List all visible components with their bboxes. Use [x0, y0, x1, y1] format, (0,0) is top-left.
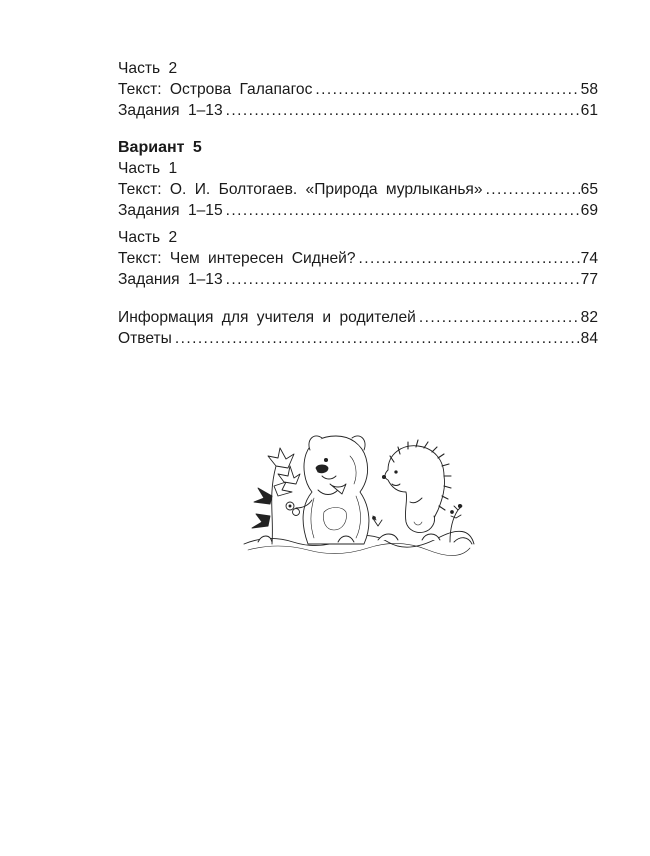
part-label	[118, 158, 598, 179]
toc-entry-title: Информация для учителя и родителей	[118, 309, 416, 326]
toc-entry-page: 74	[580, 250, 598, 267]
toc-entry-title: Ответы	[118, 330, 172, 347]
variant-heading-text: Вариант 5	[118, 139, 202, 156]
toc-entry-title: Текст: О. И. Болтогаев. «Природа мурлыканья»	[118, 181, 483, 198]
part-label	[118, 58, 598, 79]
toc-entry[interactable]	[118, 179, 598, 200]
toc-entry[interactable]	[118, 328, 598, 349]
toc-entry-title: Задания 1–13	[118, 271, 223, 288]
dot-leader	[226, 200, 580, 221]
toc-entry[interactable]	[118, 269, 598, 290]
toc-entry[interactable]	[118, 79, 598, 100]
toc-entry[interactable]	[118, 100, 598, 121]
toc-entry-page: 58	[580, 81, 598, 98]
toc-entry[interactable]	[118, 307, 598, 328]
part-label	[118, 227, 598, 248]
part-label-text: Часть 2	[118, 229, 178, 246]
part-label-text: Часть 1	[118, 160, 178, 177]
dot-leader	[359, 248, 580, 269]
illustration-image	[238, 426, 478, 560]
table-of-contents	[118, 58, 598, 349]
bear-hedgehog-illustration	[238, 426, 478, 560]
toc-entry-page: 65	[580, 181, 598, 198]
dot-leader	[226, 269, 580, 290]
toc-entry-page: 84	[580, 330, 598, 347]
toc-entry-page: 82	[580, 309, 598, 326]
toc-entry[interactable]	[118, 200, 598, 221]
variant-heading	[118, 137, 598, 158]
toc-entry-page: 61	[580, 102, 598, 119]
toc-entry[interactable]	[118, 248, 598, 269]
spacer	[118, 290, 598, 307]
toc-entry-page: 77	[580, 271, 598, 288]
toc-entry-page: 69	[580, 202, 598, 219]
part-label-text: Часть 2	[118, 60, 178, 77]
dot-leader	[175, 328, 580, 349]
dot-leader	[419, 307, 580, 328]
toc-entry-title: Задания 1–13	[118, 102, 223, 119]
spacer	[118, 121, 598, 137]
toc-entry-title: Текст: Острова Галапагос	[118, 81, 313, 98]
dot-leader	[226, 100, 580, 121]
dot-leader	[315, 79, 579, 100]
toc-entry-title: Задания 1–15	[118, 202, 223, 219]
toc-entry-title: Текст: Чем интересен Сидней?	[118, 250, 356, 267]
dot-leader	[486, 179, 580, 200]
